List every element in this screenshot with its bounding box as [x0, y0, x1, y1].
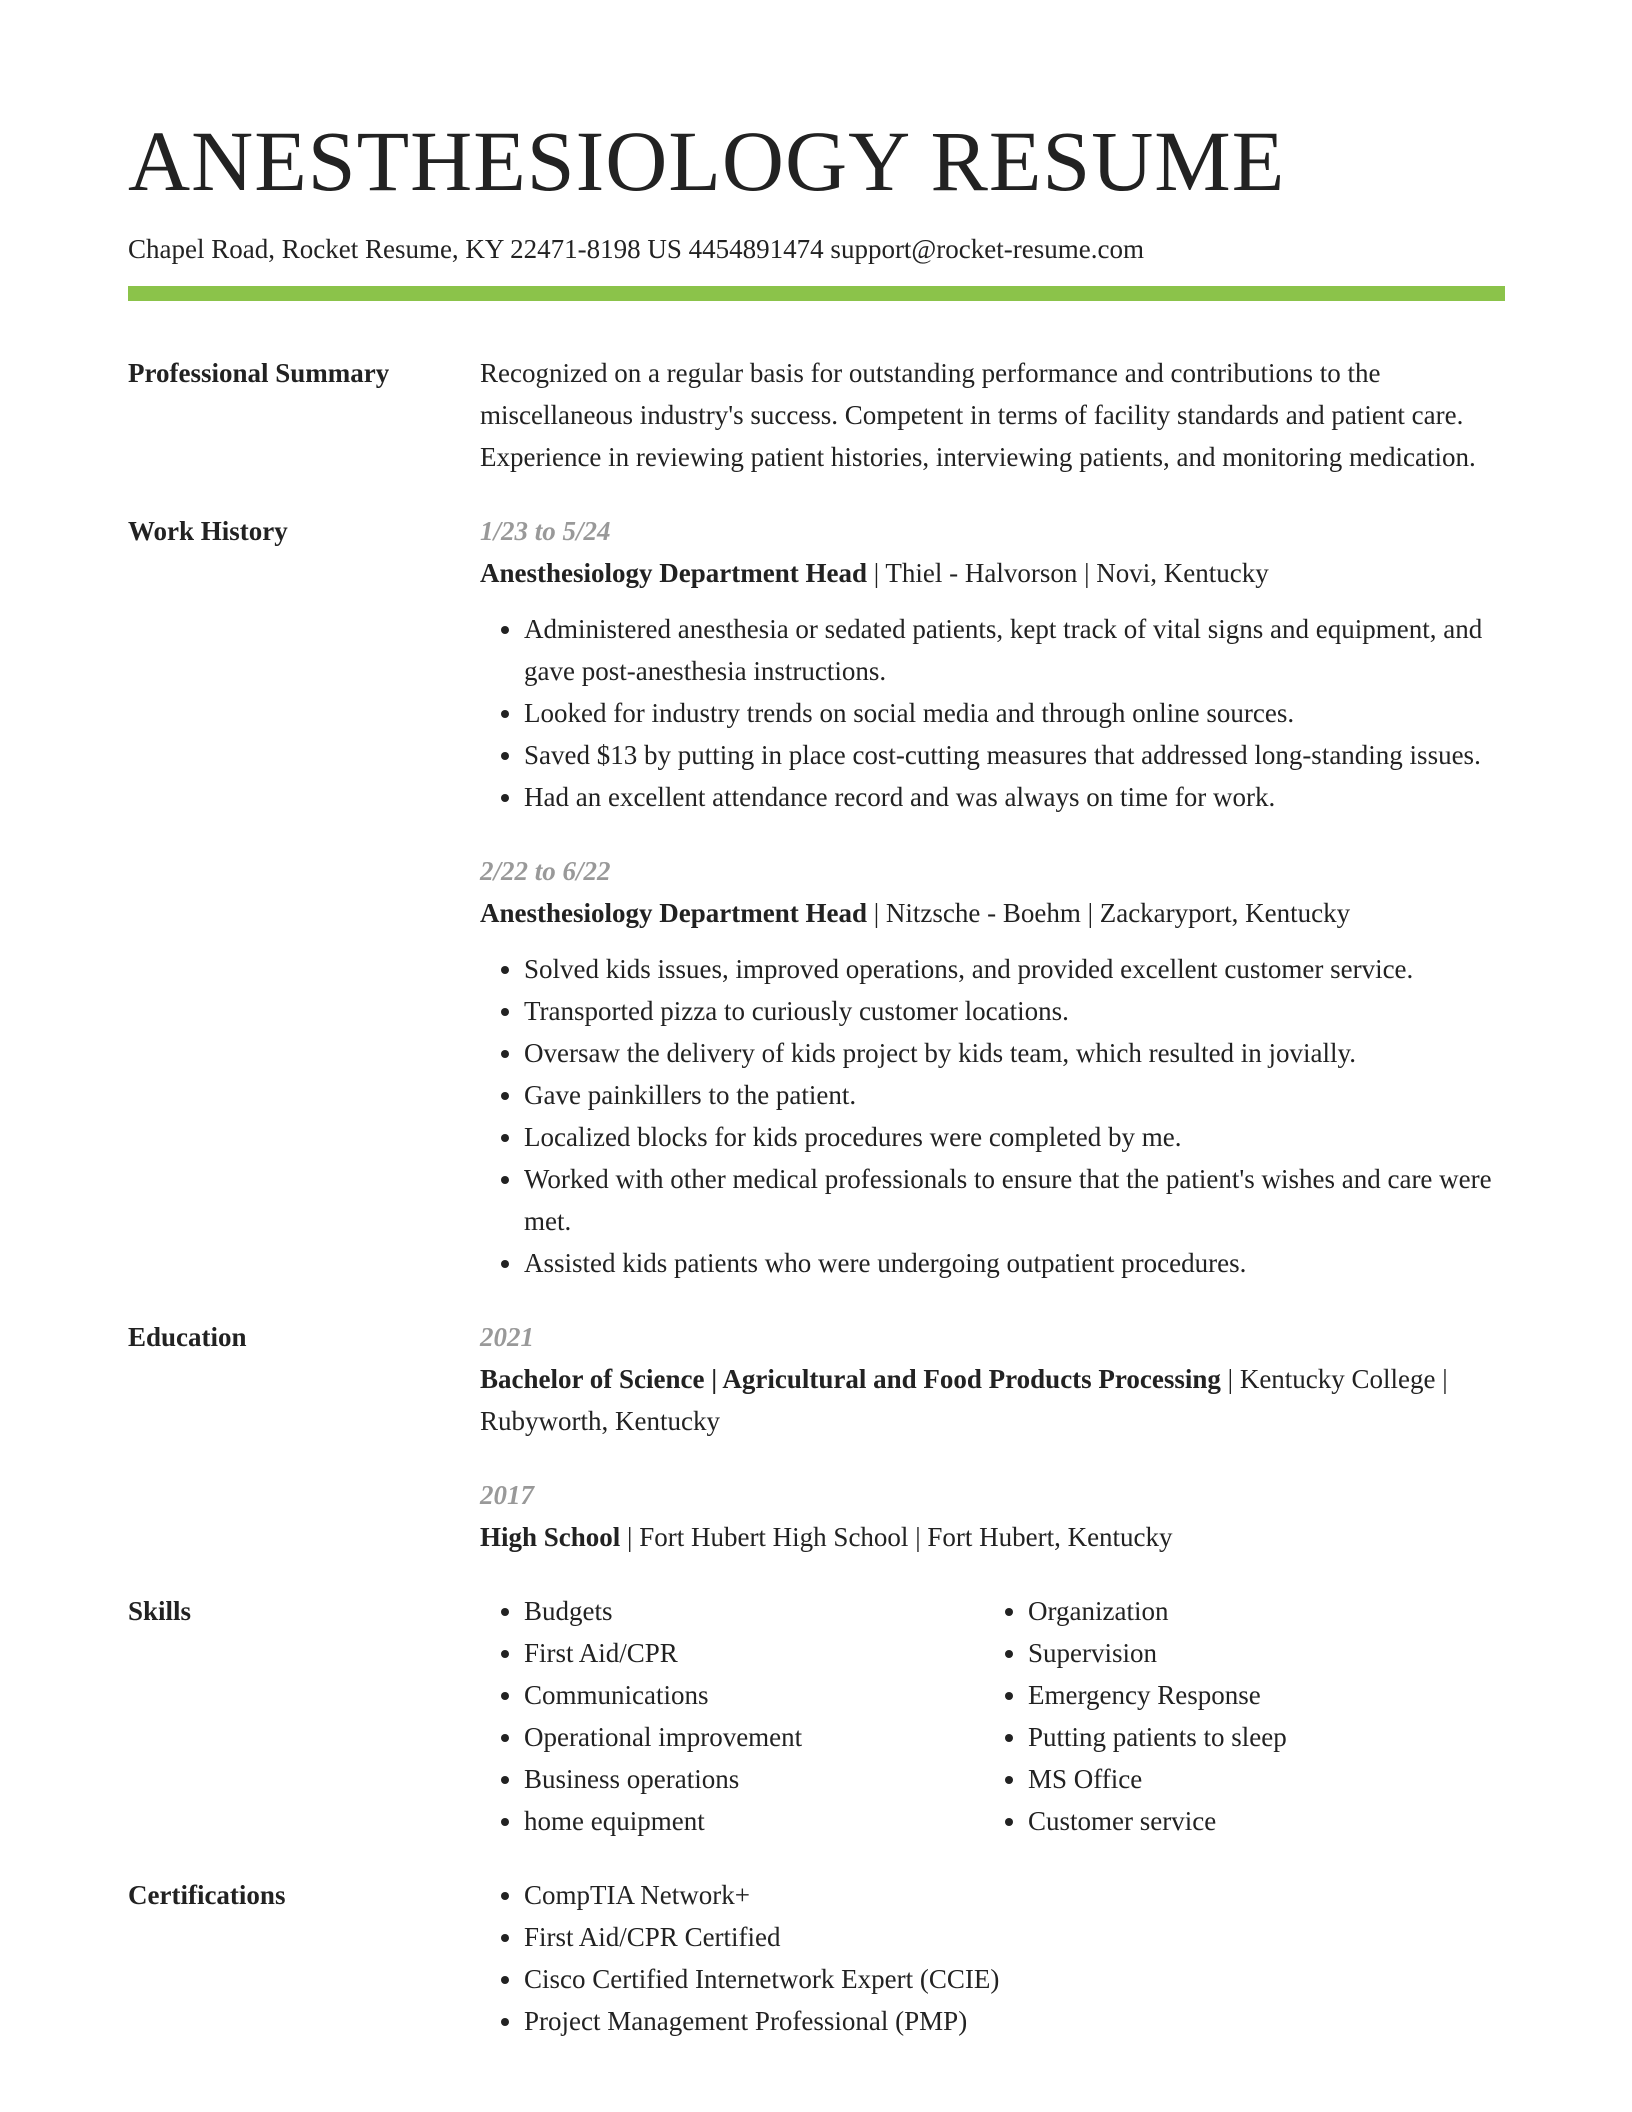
skill-item: • MS Office [1028, 1758, 1488, 1800]
job-details: | Nitzsche - Boehm | Zackaryport, Kentucky [866, 898, 1351, 928]
section-label-certifications: Certifications [128, 1880, 286, 1910]
certification-item: • First Aid/CPR Certified [524, 1916, 1505, 1958]
skill-item: • Budgets [524, 1590, 984, 1632]
job-line [480, 892, 1505, 934]
section-label-skills: Skills [128, 1596, 192, 1626]
job-bullet: • Worked with other medical professionals to ensure that the patient's wishes and care were met. [524, 1158, 1505, 1242]
job-bullet: • Looked for industry trends on social media and through online sources. [524, 692, 1505, 734]
education-section [128, 1316, 1505, 1558]
job-title: Anesthesiology Department Head [480, 898, 867, 928]
skill-item: • Communications [524, 1674, 984, 1716]
certifications-body [480, 1874, 1505, 2042]
job-bullet: • Had an excellent attendance record and was always on time for work. [524, 776, 1505, 818]
education-line [480, 1358, 1505, 1442]
education-year: 2021 [480, 1322, 534, 1352]
skills-grid [480, 1590, 1505, 1842]
job-bullets [480, 948, 1505, 1284]
job-dates: 2/22 to 6/22 [480, 856, 611, 886]
job-bullet: • Oversaw the delivery of kids project by kids team, which resulted in jovially. [524, 1032, 1505, 1074]
section-label-work: Work History [128, 516, 288, 546]
accent-divider [128, 286, 1505, 301]
education-degree: High School [480, 1522, 621, 1552]
certification-item: • Project Management Professional (PMP) [524, 2000, 1505, 2042]
job-entry [480, 510, 1505, 818]
education-degree: Bachelor of Science | Agricultural and Food Products Processing [480, 1364, 1221, 1394]
education-entry [480, 1316, 1505, 1442]
work-history-section [128, 510, 1505, 1284]
skill-item: • Emergency Response [1028, 1674, 1488, 1716]
work-history-body [480, 510, 1505, 1284]
education-line [480, 1516, 1505, 1558]
certification-item: • Cisco Certified Internetwork Expert (CCIE) [524, 1958, 1505, 2000]
job-entry [480, 850, 1505, 1284]
job-bullet: • Assisted kids patients who were undergoing outpatient procedures. [524, 1242, 1505, 1284]
job-bullet: • Localized blocks for kids procedures were completed by me. [524, 1116, 1505, 1158]
education-details: | Fort Hubert High School | Fort Hubert, Kentucky [620, 1522, 1173, 1552]
certification-item: • CompTIA Network+ [524, 1874, 1505, 1916]
skills-list [984, 1590, 1488, 1842]
education-entry [480, 1474, 1505, 1558]
summary-text: Recognized on a regular basis for outstanding performance and contributions to the miscellaneous industry's success. Competent in terms of facility standards and patient care. Experience in reviewing patient histories, interviewing patients, and monitoring medication. [480, 358, 1476, 472]
skill-item: • Operational improvement [524, 1716, 984, 1758]
job-bullet: • Transported pizza to curiously customer locations. [524, 990, 1505, 1032]
skill-item: • Supervision [1028, 1632, 1488, 1674]
skill-item: • Organization [1028, 1590, 1488, 1632]
section-label-summary: Professional Summary [128, 358, 390, 388]
certifications-list [480, 1874, 1505, 2042]
skill-item: • home equipment [524, 1800, 984, 1842]
skill-item: • First Aid/CPR [524, 1632, 984, 1674]
resume-title: ANESTHESIOLOGY RESUME [128, 113, 1286, 209]
job-bullet: • Solved kids issues, improved operations, and provided excellent customer service. [524, 948, 1505, 990]
job-line [480, 552, 1505, 594]
education-body [480, 1316, 1505, 1558]
resume-sections [128, 352, 1505, 2074]
job-bullets [480, 608, 1505, 818]
job-title: Anesthesiology Department Head [480, 558, 867, 588]
summary-section [128, 352, 1505, 478]
job-bullet: • Saved $13 by putting in place cost-cutting measures that addressed long-standing issues. [524, 734, 1505, 776]
certifications-section [128, 1874, 1505, 2042]
skill-item: • Business operations [524, 1758, 984, 1800]
education-details: | Kentucky College | Rubyworth, Kentucky [480, 1364, 1448, 1436]
skills-list [480, 1590, 984, 1842]
skill-item: • Customer service [1028, 1800, 1488, 1842]
summary-body [480, 352, 1505, 478]
job-details: | Thiel - Halvorson | Novi, Kentucky [866, 558, 1269, 588]
skills-section [128, 1590, 1505, 1842]
skill-item: • Putting patients to sleep [1028, 1716, 1488, 1758]
skills-body [480, 1590, 1505, 1842]
job-bullet: • Gave painkillers to the patient. [524, 1074, 1505, 1116]
section-label-education: Education [128, 1322, 247, 1352]
contact-line: Chapel Road, Rocket Resume, KY 22471-8198 US 4454891474 support@rocket-resume.com [128, 234, 1144, 264]
skills-column-1 [480, 1590, 984, 1842]
education-year: 2017 [480, 1480, 534, 1510]
job-bullet: • Administered anesthesia or sedated patients, kept track of vital signs and equipment, and gave post-anesthesia instructions. [524, 608, 1505, 692]
job-dates: 1/23 to 5/24 [480, 516, 611, 546]
skills-column-2 [984, 1590, 1488, 1842]
